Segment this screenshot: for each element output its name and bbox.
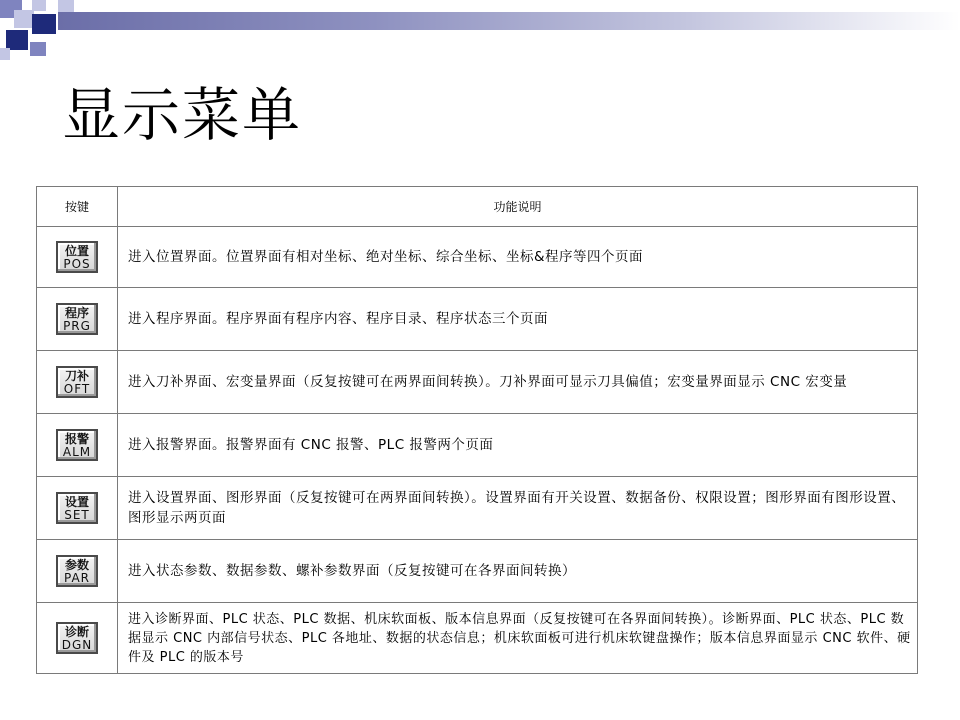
alm-key-icon bbox=[56, 429, 98, 461]
dgn-key-icon bbox=[56, 622, 98, 654]
key-label-cn: 位置 bbox=[64, 244, 89, 258]
header-key: 按键 bbox=[37, 187, 118, 227]
deco-square bbox=[0, 48, 10, 60]
row-description: 进入诊断界面、PLC 状态、PLC 数据、机床软面板、版本信息界面（反复按键可在各界面间转换）。诊断界面、PLC 状态、PLC 数据显示 CNC 内部信号状态、PLC 各地址、数据的状态信息；机床软面板可进行机床软键盘操作；版本信息界面显示 CNC 软件、硬件及 PLC 的版本号 bbox=[118, 603, 918, 674]
header-function: 功能说明 bbox=[118, 187, 918, 227]
key-label-en: ALM bbox=[62, 445, 92, 459]
key-label-en: SET bbox=[64, 508, 90, 522]
deco-square bbox=[32, 14, 56, 34]
table-row bbox=[37, 540, 918, 603]
pos-key-icon bbox=[56, 241, 98, 273]
key-label-en: PRG bbox=[63, 319, 91, 333]
slide-title: 显示菜单 bbox=[62, 81, 303, 149]
top-gradient-bar bbox=[58, 12, 960, 30]
key-label-cn: 设置 bbox=[64, 495, 89, 509]
prg-key-icon bbox=[56, 303, 98, 335]
table-row bbox=[37, 603, 918, 674]
row-description: 进入设置界面、图形界面（反复按键可在两界面间转换）。设置界面有开关设置、数据备份、权限设置；图形界面有图形设置、图形显示两页面 bbox=[118, 477, 918, 540]
table-row bbox=[37, 227, 918, 288]
deco-square bbox=[14, 10, 34, 28]
key-label-en: OFT bbox=[63, 382, 91, 396]
key-label-cn: 诊断 bbox=[64, 625, 89, 639]
deco-square bbox=[32, 0, 46, 11]
row-description: 进入报警界面。报警界面有 CNC 报警、PLC 报警两个页面 bbox=[118, 414, 918, 477]
key-label-cn: 程序 bbox=[64, 306, 89, 320]
key-label-en: POS bbox=[63, 257, 91, 271]
key-label-en: PAR bbox=[63, 571, 90, 585]
table-row bbox=[37, 288, 918, 351]
key-label-en: DGN bbox=[61, 638, 93, 652]
key-label-cn: 刀补 bbox=[64, 369, 89, 383]
set-key-icon bbox=[56, 492, 98, 524]
deco-square bbox=[6, 30, 28, 50]
deco-square bbox=[58, 0, 74, 12]
oft-key-icon bbox=[56, 366, 98, 398]
key-label-cn: 报警 bbox=[64, 432, 89, 446]
deco-square bbox=[30, 42, 46, 56]
key-function-table bbox=[36, 186, 918, 674]
row-description: 进入位置界面。位置界面有相对坐标、绝对坐标、综合坐标、坐标&程序等四个页面 bbox=[118, 227, 918, 288]
table-row bbox=[37, 351, 918, 414]
key-label-cn: 参数 bbox=[64, 558, 89, 572]
row-description: 进入程序界面。程序界面有程序内容、程序目录、程序状态三个页面 bbox=[118, 288, 918, 351]
row-description: 进入刀补界面、宏变量界面（反复按键可在两界面间转换）。刀补界面可显示刀具偏值；宏变量界面显示 CNC 宏变量 bbox=[118, 351, 918, 414]
table-header-row bbox=[37, 187, 918, 227]
table-row bbox=[37, 414, 918, 477]
par-key-icon bbox=[56, 555, 98, 587]
table-row bbox=[37, 477, 918, 540]
row-description: 进入状态参数、数据参数、螺补参数界面（反复按键可在各界面间转换） bbox=[118, 540, 918, 603]
